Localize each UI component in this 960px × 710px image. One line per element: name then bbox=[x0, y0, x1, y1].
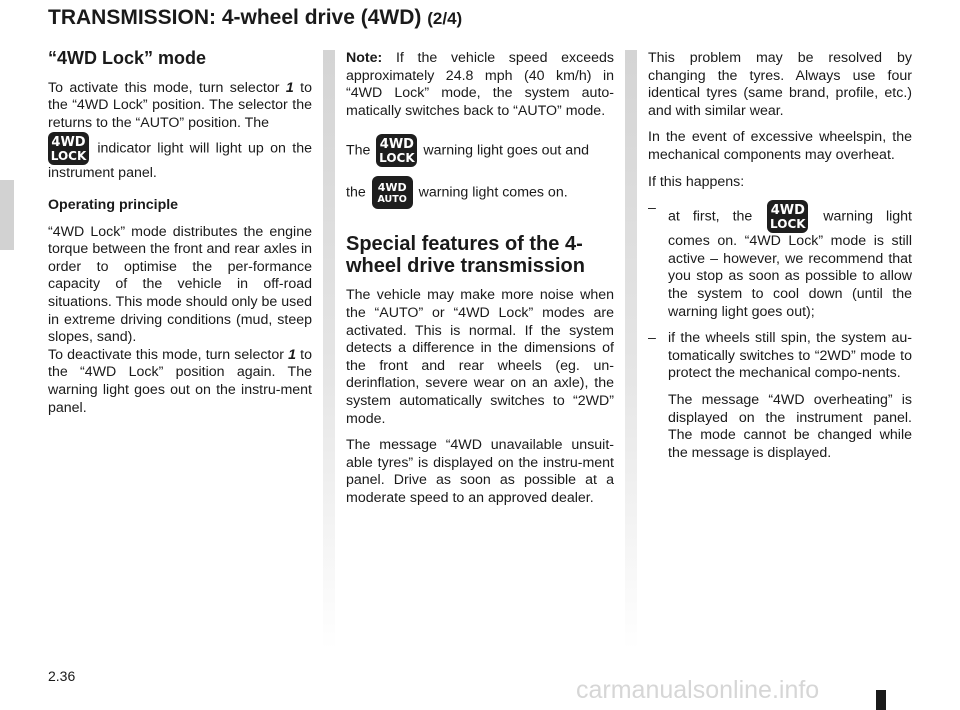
text: If the vehicle speed exceeds approximately 24.8 mph (40 km/h) in “4WD Lock” mode, the system auto-matically switches back to “AUTO” mode. bbox=[346, 50, 614, 119]
paragraph: In the event of excessive wheelspin, the mechanical components may overheat. bbox=[648, 129, 912, 163]
text: the bbox=[346, 184, 370, 201]
page-number: 2.36 bbox=[48, 668, 76, 684]
paragraph: If this happens: bbox=[648, 173, 745, 190]
corner-mark bbox=[876, 690, 886, 710]
note bbox=[346, 50, 614, 120]
note-label: Note: bbox=[346, 50, 383, 66]
section-heading: “4WD Lock” mode bbox=[48, 48, 207, 68]
section-tab bbox=[0, 180, 14, 250]
subheading: Operating principle bbox=[48, 196, 179, 213]
paragraph: The message “4WD unavailable unsuit-able tyres” is displayed on the instru-ment panel. Drive as soon as possible at a moderate speed to an approved dealer. bbox=[346, 437, 614, 506]
column-left bbox=[48, 50, 312, 426]
column-divider bbox=[625, 50, 637, 650]
text: if the wheels still spin, the system au-tomatically switches to “2WD” mode to protect the mechanical compo-nents. bbox=[668, 330, 912, 382]
column-divider bbox=[323, 50, 335, 650]
text: To activate this mode, turn selector bbox=[48, 79, 286, 96]
text: to the “4WD Lock” position again. The warning light goes out on the instru-ment panel. bbox=[48, 346, 312, 416]
text: The bbox=[346, 142, 375, 159]
paragraph: The vehicle may make more noise when the “AUTO” or “4WD Lock” modes are activated. This is normal. If the system detects a difference in the dimensions of the front and rear wheels (eg. un-derinflation, severe wear on an axle), the system automatically switches to “2WD” mode. bbox=[346, 287, 614, 427]
title-text: TRANSMISSION: 4-wheel drive (4WD) bbox=[48, 6, 422, 29]
text: at first, the bbox=[668, 208, 766, 225]
4wd-lock-icon: 4WD LOCK bbox=[48, 132, 89, 165]
4wd-auto-icon: 4WD AUTO bbox=[372, 176, 413, 209]
text: warning light goes out and bbox=[419, 142, 589, 159]
paragraph bbox=[48, 80, 312, 183]
selector-number: 1 bbox=[285, 79, 294, 96]
column-right bbox=[648, 50, 912, 471]
list-item: – at first, the 4WD LOCK warning light comes on. “4WD Lock” mode is still active – however, we recommend that you stop as soon as possible to allow the system to cool down (until the warning light goes out); bbox=[648, 200, 912, 320]
text: warning light comes on. “4WD Lock” mode is still active – however, we recommend that you stop as soon as possible to allow the system to cool down (until the warning light goes out); bbox=[668, 208, 912, 320]
title-part: (2/4) bbox=[427, 9, 463, 28]
text: to the “4WD Lock” position. The selector the returns to the “AUTO” position. The bbox=[48, 79, 312, 131]
4wd-lock-icon: 4WD LOCK bbox=[767, 200, 808, 233]
selector-number: 1 bbox=[288, 346, 297, 363]
list-item: – if the wheels still spin, the system au-tomatically switches to “2WD” mode to protect the mechanical compo-nents. bbox=[648, 330, 912, 382]
section-heading: Special features of the 4-wheel drive transmission bbox=[346, 233, 585, 278]
text: warning light comes on. bbox=[414, 184, 568, 201]
text: indicator light will light up on the instrument panel. bbox=[48, 140, 312, 182]
paragraph bbox=[346, 176, 614, 209]
paragraph: The message “4WD overheating” is displayed on the instrument panel. The mode cannot be changed while the message is displayed. bbox=[668, 391, 912, 461]
4wd-lock-icon: 4WD LOCK bbox=[376, 134, 417, 167]
paragraph: “4WD Lock” mode distributes the engine torque between the front and rear axles in order to optimise the per-formance capacity of the vehicle in off-road situations. This mode should only be used in extreme driving conditions (mud, steep slopes, sand). bbox=[48, 223, 312, 346]
paragraph bbox=[346, 134, 614, 167]
column-middle bbox=[346, 50, 614, 517]
text: To deactivate this mode, turn selector bbox=[48, 346, 289, 363]
paragraph: This problem may be resolved by changing the tyres. Always use four identical tyres (same brand, profile, etc.) and with similar wear. bbox=[648, 50, 912, 119]
paragraph bbox=[48, 347, 312, 417]
page-title bbox=[48, 6, 462, 30]
watermark: carmanualsonline.info bbox=[576, 676, 820, 704]
